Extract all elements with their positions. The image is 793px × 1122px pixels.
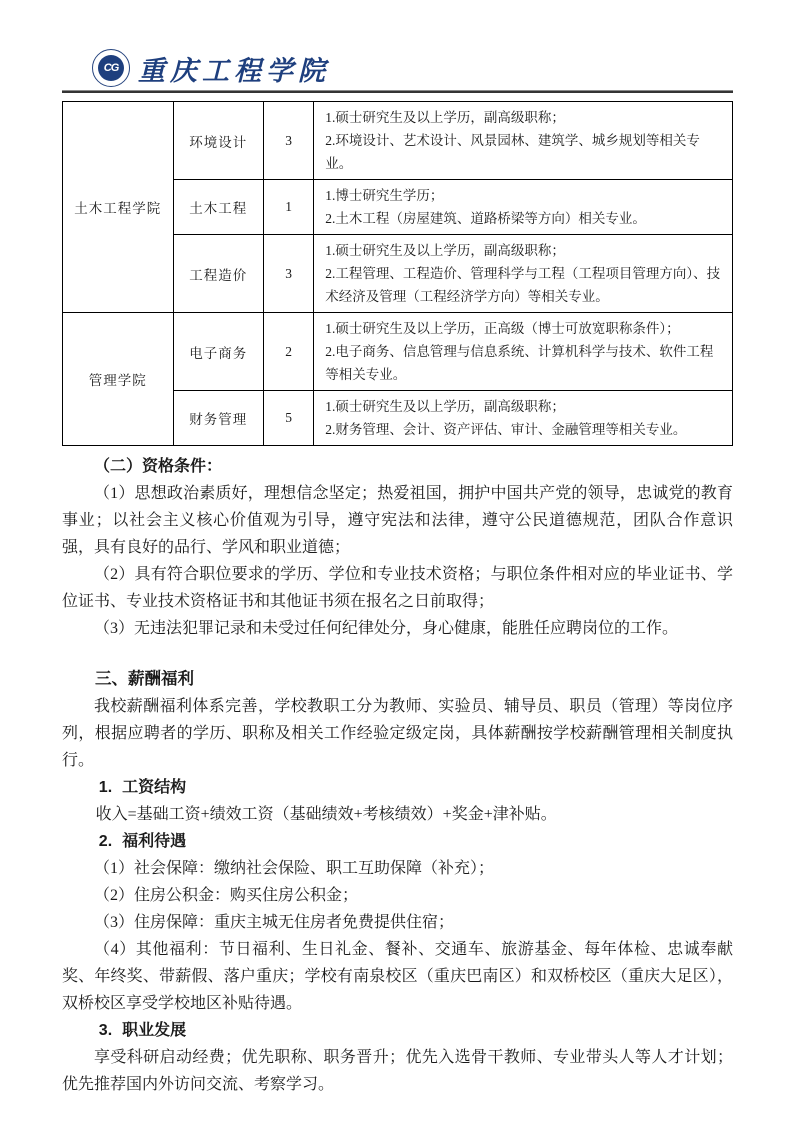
requirement-line: 1.硕士研究生及以上学历，正高级（博士可放宽职称条件）； xyxy=(325,321,680,336)
requirement-line: 2.工程管理、工程造价、管理科学与工程（工程项目管理方向）、技术经济及管理（工程经济学方向）等相关专业。 xyxy=(325,266,721,304)
school-name: 重庆工程学院 xyxy=(138,55,330,87)
qualification-item: （2）具有符合职位要求的学历、学位和专业技术资格；与职位条件相对应的毕业证书、学位证书、专业技术资格证书和其他证书须在报名之日前取得； xyxy=(62,566,733,610)
heading-title: 福利待遇 xyxy=(122,833,187,850)
requirement-line: 2.财务管理、会计、资产评估、审计、金融管理等相关专业。 xyxy=(325,422,687,437)
requirement-line: 1.硕士研究生及以上学历，副高级职称； xyxy=(325,110,565,125)
requirements-cell xyxy=(314,180,733,235)
page-header xyxy=(62,0,733,93)
college-cell: 管理学院 xyxy=(63,313,174,446)
college-cell: 土木工程学院 xyxy=(63,102,174,313)
heading-number: 1. xyxy=(98,779,113,796)
requirements-cell xyxy=(314,235,733,313)
position-cell: 土木工程 xyxy=(173,180,263,235)
count-cell: 1 xyxy=(263,180,313,235)
count-cell: 3 xyxy=(263,235,313,313)
count-cell: 3 xyxy=(263,102,313,180)
table-row xyxy=(63,102,733,180)
heading-title: 工资结构 xyxy=(122,779,187,796)
requirements-cell xyxy=(314,313,733,391)
position-cell: 财务管理 xyxy=(173,391,263,446)
position-cell: 工程造价 xyxy=(173,235,263,313)
school-logo xyxy=(92,47,733,89)
recruitment-table xyxy=(62,101,733,446)
heading-number: 2. xyxy=(98,833,113,850)
wage-structure-heading xyxy=(62,774,733,801)
document-body xyxy=(62,453,733,1098)
salary-section-heading: 三、薪酬福利 xyxy=(95,670,194,688)
salary-intro: 我校薪酬福利体系完善，学校教职工分为教师、实验员、辅导员、职员（管理）等岗位序列，根据应聘者的学历、职称及相关工作经验定级定岗，具体薪酬按学校薪酬管理相关制度执行。 xyxy=(62,698,733,769)
position-cell: 电子商务 xyxy=(173,313,263,391)
qualifications-heading: （二）资格条件： xyxy=(94,458,223,475)
welfare-item: （4）其他福利：节日福利、生日礼金、餐补、交通车、旅游基金、每年体检、忠诚奉献奖、年终奖、带薪假、落户重庆；学校有南泉校区（重庆巴南区）和双桥校区（重庆大足区），双桥校区享受学校地区补贴待遇。 xyxy=(62,941,733,1012)
career-heading xyxy=(62,1017,733,1044)
requirement-line: 2.电子商务、信息管理与信息系统、计算机科学与技术、软件工程等相关专业。 xyxy=(325,344,714,382)
qualification-item: （1）思想政治素质好，理想信念坚定；热爱祖国，拥护中国共产党的领导，忠诚党的教育事业；以社会主义核心价值观为引导，遵守宪法和法律，遵守公民道德规范，团队合作意识强，具有良好的品行、学风和职业道德； xyxy=(62,485,733,556)
requirement-line: 2.土木工程（房屋建筑、道路桥梁等方向）相关专业。 xyxy=(325,211,646,226)
cg-monogram-icon: CG xyxy=(98,55,124,81)
welfare-item: （3）住房保障：重庆主城无住房者免费提供住宿； xyxy=(94,914,455,931)
welfare-item: （2）住房公积金：购买住房公积金； xyxy=(94,887,359,904)
welfare-item: （1）社会保障：缴纳社会保险、职工互助保障（补充）； xyxy=(94,860,495,877)
position-cell: 环境设计 xyxy=(173,102,263,180)
school-emblem-icon xyxy=(92,49,130,87)
income-formula: 收入=基础工资+绩效工资（基础绩效+考核绩效）+奖金+津补贴。 xyxy=(95,806,557,823)
career-body: 享受科研启动经费；优先职称、职务晋升；优先入选骨干教师、专业带头人等人才计划；优先推荐国内外访问交流、考察学习。 xyxy=(62,1049,733,1093)
requirements-cell xyxy=(314,102,733,180)
welfare-heading xyxy=(62,828,733,855)
heading-title: 职业发展 xyxy=(122,1022,187,1039)
heading-number: 3. xyxy=(98,1022,113,1039)
header-divider xyxy=(62,90,733,93)
page-content xyxy=(62,0,733,1098)
count-cell: 5 xyxy=(263,391,313,446)
qualification-item: （3）无违法犯罪记录和未受过任何纪律处分，身心健康，能胜任应聘岗位的工作。 xyxy=(94,620,679,637)
requirement-line: 2.环境设计、艺术设计、风景园林、建筑学、城乡规划等相关专业。 xyxy=(325,133,700,171)
table-row xyxy=(63,313,733,391)
count-cell: 2 xyxy=(263,313,313,391)
requirements-cell xyxy=(314,391,733,446)
requirement-line: 1.硕士研究生及以上学历，副高级职称； xyxy=(325,243,565,258)
requirement-line: 1.博士研究生学历； xyxy=(325,188,444,203)
requirement-line: 1.硕士研究生及以上学历，副高级职称； xyxy=(325,399,565,414)
